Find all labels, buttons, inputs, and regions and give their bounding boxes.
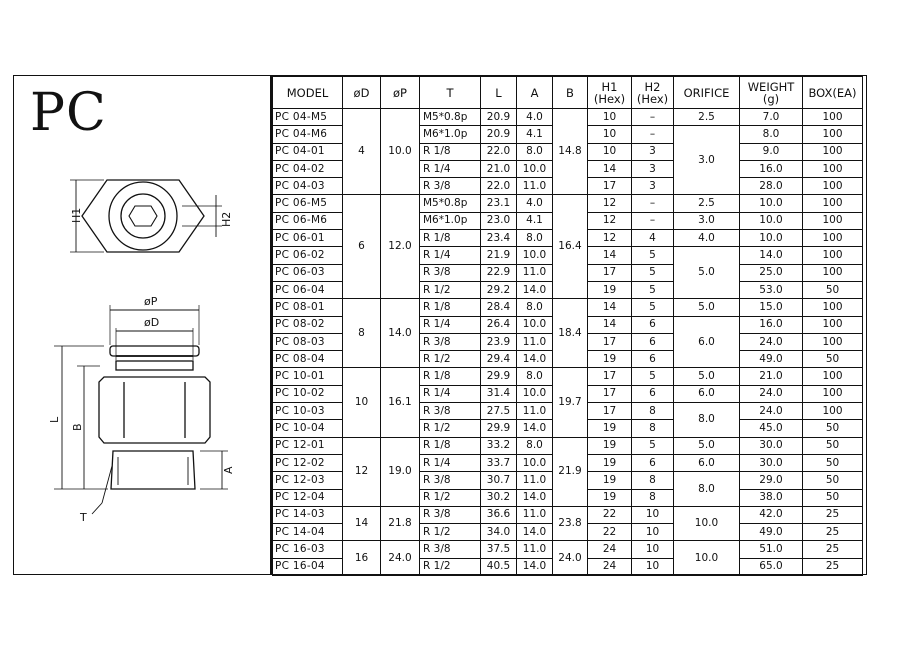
table-cell: 19.7: [553, 368, 588, 437]
table-cell: 14.0: [517, 489, 553, 506]
table-cell: 2.5: [674, 109, 740, 126]
table-cell: PC 14-04: [273, 524, 343, 541]
table-cell: 6: [343, 195, 381, 299]
table-cell: 45.0: [740, 420, 803, 437]
table-cell: 14.0: [517, 558, 553, 575]
table-cell: 21.0: [481, 160, 517, 177]
table-row: [273, 541, 863, 558]
table-cell: PC 16-04: [273, 558, 343, 575]
hex-outline: [82, 180, 204, 252]
product-title: PC: [30, 83, 107, 143]
table-cell: 10.0: [517, 316, 553, 333]
table-cell: 30.2: [481, 489, 517, 506]
table-cell: 6.0: [674, 385, 740, 402]
table-cell: 50: [803, 489, 863, 506]
table-cell: 2.5: [674, 195, 740, 212]
table-cell: 24.0: [740, 403, 803, 420]
inner-circle: [121, 194, 165, 238]
table-cell: 49.0: [740, 351, 803, 368]
table-cell: R 3/8: [420, 403, 481, 420]
table-cell: R 1/8: [420, 230, 481, 247]
table-cell: 19: [588, 281, 632, 298]
table-cell: 19: [588, 437, 632, 454]
table-cell: 12: [343, 437, 381, 506]
table-row: [273, 299, 863, 316]
table-cell: 29.2: [481, 281, 517, 298]
side-view: [54, 305, 228, 514]
table-cell: PC 04-02: [273, 160, 343, 177]
table-cell: 19: [588, 472, 632, 489]
table-cell: 10: [588, 109, 632, 126]
dim-label-op: øP: [144, 295, 158, 308]
table-cell: 6: [632, 385, 674, 402]
table-cell: 100: [803, 403, 863, 420]
release-collet: [110, 346, 199, 356]
table-cell: PC 08-04: [273, 351, 343, 368]
table-cell: 17: [588, 178, 632, 195]
dim-label-od: øD: [144, 316, 160, 329]
table-cell: PC 14-03: [273, 506, 343, 523]
table-cell: 19: [588, 351, 632, 368]
table-cell: PC 04-03: [273, 178, 343, 195]
collet-body: [116, 361, 193, 370]
table-cell: 22.9: [481, 264, 517, 281]
table-cell: 21.9: [481, 247, 517, 264]
table-cell: –: [632, 195, 674, 212]
col-header: H2 (Hex): [632, 77, 674, 109]
table-cell: 11.0: [517, 403, 553, 420]
table-cell: 3.0: [674, 212, 740, 229]
table-cell: 10: [588, 126, 632, 143]
table-row: [273, 368, 863, 385]
table-cell: 25: [803, 558, 863, 575]
table-cell: PC 06-02: [273, 247, 343, 264]
table-cell: 22.0: [481, 178, 517, 195]
table-cell: 49.0: [740, 524, 803, 541]
col-header: H1 (Hex): [588, 77, 632, 109]
table-cell: 18.4: [553, 299, 588, 368]
table-cell: 16: [343, 541, 381, 576]
table-cell: 100: [803, 230, 863, 247]
table-cell: 20.9: [481, 126, 517, 143]
table-cell: 8.0: [674, 472, 740, 507]
table-cell: 50: [803, 351, 863, 368]
table-cell: 100: [803, 247, 863, 264]
dim-label-b: B: [71, 423, 84, 431]
table-cell: 23.4: [481, 230, 517, 247]
table-cell: PC 10-01: [273, 368, 343, 385]
table-cell: 50: [803, 437, 863, 454]
table-cell: R 1/2: [420, 420, 481, 437]
col-header: øD: [343, 77, 381, 109]
table-cell: 21.8: [381, 506, 420, 541]
table-cell: 16.0: [740, 316, 803, 333]
table-cell: 25: [803, 524, 863, 541]
table-cell: 4.0: [674, 230, 740, 247]
table-cell: 6: [632, 316, 674, 333]
fitting-drawing: [40, 165, 245, 535]
table-cell: 19: [588, 489, 632, 506]
table-cell: 11.0: [517, 264, 553, 281]
table-cell: 14: [588, 316, 632, 333]
table-cell: 23.1: [481, 195, 517, 212]
table-cell: 22.0: [481, 143, 517, 160]
table-cell: 14.8: [553, 109, 588, 195]
table-row: [273, 437, 863, 454]
table-cell: 14.0: [517, 351, 553, 368]
table-cell: 100: [803, 178, 863, 195]
table-row: [273, 195, 863, 212]
table-row: [273, 506, 863, 523]
table-cell: 19: [588, 454, 632, 471]
table-cell: 30.7: [481, 472, 517, 489]
table-cell: 30.0: [740, 454, 803, 471]
table-cell: PC 10-04: [273, 420, 343, 437]
table-cell: 5: [632, 299, 674, 316]
table-cell: 4: [343, 109, 381, 195]
table-cell: 8.0: [517, 143, 553, 160]
table-cell: 3: [632, 178, 674, 195]
table-cell: 4.0: [517, 109, 553, 126]
table-cell: 10.0: [381, 109, 420, 195]
table-cell: 14.0: [517, 524, 553, 541]
table-cell: PC 06-01: [273, 230, 343, 247]
table-cell: 23.8: [553, 506, 588, 541]
table-cell: 100: [803, 299, 863, 316]
table-cell: 10.0: [740, 195, 803, 212]
table-cell: R 3/8: [420, 178, 481, 195]
col-header: WEIGHT (g): [740, 77, 803, 109]
table-cell: 10: [632, 524, 674, 541]
header-row: [273, 77, 863, 109]
table-cell: 19: [588, 420, 632, 437]
table-cell: 14: [343, 506, 381, 541]
table-cell: PC 10-02: [273, 385, 343, 402]
table-cell: PC 12-03: [273, 472, 343, 489]
table-cell: 10.0: [740, 230, 803, 247]
table-cell: R 3/8: [420, 541, 481, 558]
table-cell: 11.0: [517, 506, 553, 523]
col-header: BOX(EA): [803, 77, 863, 109]
table-cell: 30.0: [740, 437, 803, 454]
table-cell: 6: [632, 351, 674, 368]
table-cell: PC 10-03: [273, 403, 343, 420]
table-cell: PC 06-04: [273, 281, 343, 298]
table-cell: 3: [632, 143, 674, 160]
table-row: [273, 109, 863, 126]
table-cell: 23.9: [481, 333, 517, 350]
table-cell: R 1/4: [420, 160, 481, 177]
table-cell: 100: [803, 264, 863, 281]
table-cell: 10.0: [517, 247, 553, 264]
table-cell: 8: [632, 489, 674, 506]
table-cell: 17: [588, 264, 632, 281]
table-cell: 25: [803, 541, 863, 558]
table-cell: 14.0: [381, 299, 420, 368]
table-cell: 100: [803, 316, 863, 333]
table-cell: 7.0: [740, 109, 803, 126]
col-header: L: [481, 77, 517, 109]
table-cell: 33.7: [481, 454, 517, 471]
table-cell: 10: [632, 558, 674, 575]
table-cell: 11.0: [517, 541, 553, 558]
table-cell: 23.0: [481, 212, 517, 229]
table-cell: 12.0: [381, 195, 420, 299]
table-cell: 10: [343, 368, 381, 437]
table-cell: 22: [588, 524, 632, 541]
table-cell: 24.0: [381, 541, 420, 576]
table-cell: 8.0: [517, 230, 553, 247]
table-cell: M5*0.8p: [420, 109, 481, 126]
table-cell: 14.0: [517, 281, 553, 298]
table-cell: –: [632, 109, 674, 126]
table-cell: PC 06-M5: [273, 195, 343, 212]
spec-table-body: [273, 109, 863, 576]
table-cell: 12: [588, 230, 632, 247]
table-cell: 8.0: [517, 437, 553, 454]
table-cell: 10: [588, 143, 632, 160]
table-cell: 25.0: [740, 264, 803, 281]
table-cell: 8.0: [517, 299, 553, 316]
table-cell: 25: [803, 506, 863, 523]
table-cell: R 3/8: [420, 264, 481, 281]
table-cell: 21.0: [740, 368, 803, 385]
table-cell: 27.5: [481, 403, 517, 420]
table-cell: 51.0: [740, 541, 803, 558]
table-cell: R 1/2: [420, 558, 481, 575]
table-cell: 5: [632, 437, 674, 454]
table-cell: 17: [588, 403, 632, 420]
table-cell: 3: [632, 160, 674, 177]
table-cell: R 3/8: [420, 333, 481, 350]
table-cell: 34.0: [481, 524, 517, 541]
dim-label-l: L: [48, 416, 61, 423]
table-cell: PC 16-03: [273, 541, 343, 558]
table-cell: 50: [803, 454, 863, 471]
hex-socket: [129, 206, 157, 226]
thread-outline: [111, 451, 195, 489]
hex-body: [99, 377, 210, 443]
table-cell: 5: [632, 368, 674, 385]
table-cell: PC 06-03: [273, 264, 343, 281]
table-cell: 10.0: [517, 454, 553, 471]
table-cell: 42.0: [740, 506, 803, 523]
table-cell: 100: [803, 212, 863, 229]
dim-label-a: A: [222, 466, 235, 474]
table-cell: R 1/4: [420, 454, 481, 471]
table-cell: 31.4: [481, 385, 517, 402]
col-header: ORIFICE: [674, 77, 740, 109]
table-cell: 24: [588, 541, 632, 558]
table-cell: 6.0: [674, 454, 740, 471]
table-cell: 5.0: [674, 368, 740, 385]
table-cell: R 1/8: [420, 299, 481, 316]
table-cell: R 3/8: [420, 506, 481, 523]
table-cell: 28.4: [481, 299, 517, 316]
table-cell: 4.1: [517, 126, 553, 143]
table-cell: 4: [632, 230, 674, 247]
table-cell: 3.0: [674, 126, 740, 195]
table-cell: 6.0: [674, 316, 740, 368]
table-cell: 8.0: [674, 403, 740, 438]
table-cell: 5.0: [674, 247, 740, 299]
table-cell: 8: [632, 420, 674, 437]
table-cell: 5.0: [674, 437, 740, 454]
table-cell: PC 12-04: [273, 489, 343, 506]
table-cell: 28.0: [740, 178, 803, 195]
table-cell: 100: [803, 160, 863, 177]
table-cell: R 1/2: [420, 281, 481, 298]
table-cell: 8: [632, 403, 674, 420]
table-cell: 10.0: [674, 541, 740, 576]
table-cell: PC 06-M6: [273, 212, 343, 229]
table-cell: 33.2: [481, 437, 517, 454]
table-cell: 19.0: [381, 437, 420, 506]
table-cell: R 3/8: [420, 472, 481, 489]
table-cell: 8.0: [740, 126, 803, 143]
table-cell: 17: [588, 368, 632, 385]
table-cell: 40.5: [481, 558, 517, 575]
dim-label-t: T: [80, 511, 87, 524]
col-header: A: [517, 77, 553, 109]
table-cell: R 1/8: [420, 368, 481, 385]
table-cell: R 1/8: [420, 437, 481, 454]
table-cell: 8: [632, 472, 674, 489]
table-cell: R 1/4: [420, 247, 481, 264]
dim-label-h2: H2: [220, 211, 233, 227]
table-cell: 100: [803, 368, 863, 385]
table-cell: 36.6: [481, 506, 517, 523]
table-cell: 5: [632, 247, 674, 264]
table-cell: 5: [632, 264, 674, 281]
table-cell: 100: [803, 143, 863, 160]
table-cell: 10.0: [517, 385, 553, 402]
table-cell: 100: [803, 385, 863, 402]
col-header: MODEL: [273, 77, 343, 109]
table-cell: 11.0: [517, 333, 553, 350]
table-cell: 24: [588, 558, 632, 575]
table-cell: 53.0: [740, 281, 803, 298]
table-cell: PC 08-02: [273, 316, 343, 333]
table-cell: 5: [632, 281, 674, 298]
table-cell: 21.9: [553, 437, 588, 506]
dim-label-h1: H1: [70, 207, 83, 223]
table-cell: 14.0: [740, 247, 803, 264]
table-cell: 50: [803, 472, 863, 489]
table-cell: 11.0: [517, 472, 553, 489]
table-cell: 16.4: [553, 195, 588, 299]
table-cell: –: [632, 126, 674, 143]
table-cell: R 1/4: [420, 385, 481, 402]
table-cell: 10.0: [517, 160, 553, 177]
table-cell: PC 12-01: [273, 437, 343, 454]
table-cell: M6*1.0p: [420, 126, 481, 143]
table-cell: 15.0: [740, 299, 803, 316]
table-cell: 29.4: [481, 351, 517, 368]
table-cell: 6: [632, 333, 674, 350]
table-cell: 4.0: [517, 195, 553, 212]
table-cell: 38.0: [740, 489, 803, 506]
table-cell: PC 08-01: [273, 299, 343, 316]
table-cell: 6: [632, 454, 674, 471]
table-cell: 17: [588, 385, 632, 402]
table-cell: 26.4: [481, 316, 517, 333]
table-cell: 4.1: [517, 212, 553, 229]
table-cell: 100: [803, 126, 863, 143]
table-cell: 10.0: [740, 212, 803, 229]
table-cell: 100: [803, 109, 863, 126]
table-cell: 16.1: [381, 368, 420, 437]
table-cell: 16.0: [740, 160, 803, 177]
table-cell: 17: [588, 333, 632, 350]
table-cell: –: [632, 212, 674, 229]
table-cell: 24.0: [740, 385, 803, 402]
table-cell: 29.9: [481, 420, 517, 437]
table-cell: 65.0: [740, 558, 803, 575]
table-cell: R 1/2: [420, 524, 481, 541]
table-cell: R 1/2: [420, 351, 481, 368]
table-cell: 10.0: [674, 506, 740, 541]
table-cell: 10: [632, 541, 674, 558]
table-cell: 11.0: [517, 178, 553, 195]
col-header: T: [420, 77, 481, 109]
table-cell: 24.0: [553, 541, 588, 576]
table-cell: PC 04-01: [273, 143, 343, 160]
table-cell: 22: [588, 506, 632, 523]
table-cell: 29.9: [481, 368, 517, 385]
table-cell: 9.0: [740, 143, 803, 160]
table-cell: 14: [588, 299, 632, 316]
table-cell: 100: [803, 333, 863, 350]
outer-circle: [109, 182, 177, 250]
table-cell: PC 04-M5: [273, 109, 343, 126]
table-cell: 50: [803, 281, 863, 298]
table-cell: M6*1.0p: [420, 212, 481, 229]
table-cell: 12: [588, 195, 632, 212]
table-cell: 12: [588, 212, 632, 229]
table-cell: 14: [588, 160, 632, 177]
table-cell: PC 12-02: [273, 454, 343, 471]
table-cell: 5.0: [674, 299, 740, 316]
table-cell: 20.9: [481, 109, 517, 126]
table-cell: 14: [588, 247, 632, 264]
table-cell: 8: [343, 299, 381, 368]
table-cell: 24.0: [740, 333, 803, 350]
spec-table: [272, 76, 863, 576]
table-cell: R 1/2: [420, 489, 481, 506]
table-cell: R 1/8: [420, 143, 481, 160]
table-cell: 14.0: [517, 420, 553, 437]
table-cell: 50: [803, 420, 863, 437]
table-cell: 10: [632, 506, 674, 523]
table-cell: 37.5: [481, 541, 517, 558]
col-header: B: [553, 77, 588, 109]
table-cell: PC 08-03: [273, 333, 343, 350]
table-cell: 8.0: [517, 368, 553, 385]
col-header: øP: [381, 77, 420, 109]
table-cell: 100: [803, 195, 863, 212]
table-cell: R 1/4: [420, 316, 481, 333]
table-cell: M5*0.8p: [420, 195, 481, 212]
top-view: [70, 180, 222, 252]
table-cell: PC 04-M6: [273, 126, 343, 143]
table-cell: 29.0: [740, 472, 803, 489]
